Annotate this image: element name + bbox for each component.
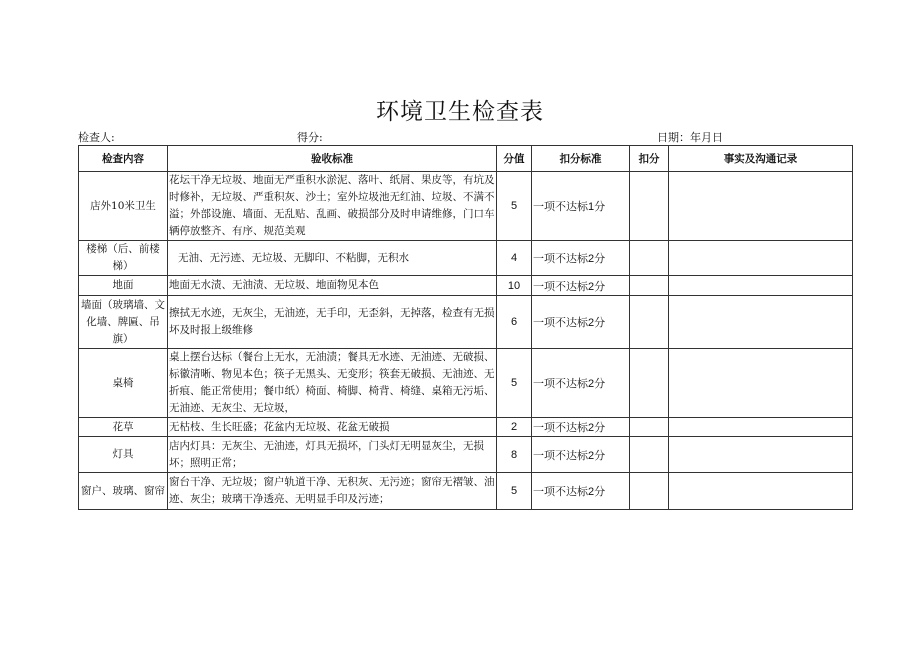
rule-cell: 一项不达标2分 — [532, 276, 630, 296]
deduct-cell[interactable] — [630, 437, 669, 473]
rule-cell: 一项不达标2分 — [532, 437, 630, 473]
standard-cell: 花坛干净无垃圾、地面无严重积水淤泥、落叶、纸屑、果皮等，有坑及时修补，无垃圾、严重积灰、沙土；室外垃圾池无红油、垃圾、不满不溢；外部设施、墙面、无乱贴、乱画、破损部分及时申请维修，门口车辆停放整齐、有序、规范美观 — [168, 172, 497, 241]
standard-cell: 擦拭无水迹，无灰尘，无油迹，无手印，无歪斜，无掉落，检查有无损坏及时报上级维修 — [168, 296, 497, 349]
rule-cell: 一项不达标2分 — [532, 296, 630, 349]
inspection-table — [78, 145, 853, 510]
table-row — [79, 349, 853, 418]
score-cell: 2 — [497, 418, 532, 437]
area-cell: 墙面（玻璃墙、文化墙、牌匾、吊旗） — [79, 296, 168, 349]
header-notes: 事实及沟通记录 — [669, 146, 853, 172]
rule-cell: 一项不达标2分 — [532, 349, 630, 418]
header-area: 检查内容 — [79, 146, 168, 172]
score-cell: 4 — [497, 241, 532, 276]
score-cell: 8 — [497, 437, 532, 473]
notes-cell[interactable] — [669, 473, 853, 510]
score-cell: 5 — [497, 172, 532, 241]
score-cell: 5 — [497, 473, 532, 510]
table-row — [79, 296, 853, 349]
area-cell: 楼梯（后、前楼梯） — [79, 241, 168, 276]
header-deduct: 扣分 — [630, 146, 669, 172]
inspector-label: 检查人: — [78, 131, 115, 144]
area-cell: 花草 — [79, 418, 168, 437]
deduct-cell[interactable] — [630, 418, 669, 437]
header-rule: 扣分标准 — [532, 146, 630, 172]
standard-cell: 窗台干净、无垃圾；窗户轨道干净、无积灰、无污迹；窗帘无褶皱、油迹、灰尘；玻璃干净透亮、无明显手印及污迹； — [168, 473, 497, 510]
rule-cell: 一项不达标2分 — [532, 473, 630, 510]
standard-cell: 无油、无污迹、无垃圾、无脚印、不粘脚，无积水 — [168, 241, 497, 276]
score-cell: 10 — [497, 276, 532, 296]
notes-cell[interactable] — [669, 418, 853, 437]
table-row — [79, 172, 853, 241]
table-row — [79, 437, 853, 473]
deduct-cell[interactable] — [630, 241, 669, 276]
notes-cell[interactable] — [669, 296, 853, 349]
table-row — [79, 473, 853, 510]
header-score: 分值 — [497, 146, 532, 172]
deduct-cell[interactable] — [630, 349, 669, 418]
date-label: 日期：年月日 — [657, 131, 723, 144]
standard-cell: 无枯枝、生长旺盛；花盆内无垃圾、花盆无破损 — [168, 418, 497, 437]
standard-cell: 地面无水渍、无油渍、无垃圾、地面物见本色 — [168, 276, 497, 296]
area-cell: 店外10米卫生 — [79, 172, 168, 241]
area-cell: 灯具 — [79, 437, 168, 473]
deduct-cell[interactable] — [630, 172, 669, 241]
notes-cell[interactable] — [669, 276, 853, 296]
area-cell: 桌椅 — [79, 349, 168, 418]
notes-cell[interactable] — [669, 437, 853, 473]
table-row — [79, 241, 853, 276]
standard-cell: 桌上摆台达标（餐台上无水，无油渍；餐具无水迹、无油迹、无破损、标徽清晰、物见本色；筷子无黑头、无变形；筷套无破损、无油迹、无折痕、能正常使用；餐巾纸）椅面、椅脚、椅背、椅缝、桌箱无污垢、无油迹、无灰尘、无垃圾， — [168, 349, 497, 418]
score-cell: 5 — [497, 349, 532, 418]
deduct-cell[interactable] — [630, 473, 669, 510]
deduct-cell[interactable] — [630, 276, 669, 296]
table-row — [79, 276, 853, 296]
rule-cell: 一项不达标1分 — [532, 172, 630, 241]
rule-cell: 一项不达标2分 — [532, 418, 630, 437]
header-standard: 验收标准 — [168, 146, 497, 172]
standard-cell: 店内灯具：无灰尘、无油迹，灯具无损坏，门头灯无明显灰尘，无损坏；照明正常； — [168, 437, 497, 473]
rule-cell: 一项不达标2分 — [532, 241, 630, 276]
notes-cell[interactable] — [669, 172, 853, 241]
deduct-cell[interactable] — [630, 296, 669, 349]
table-header-row — [79, 146, 853, 172]
notes-cell[interactable] — [669, 349, 853, 418]
score-cell: 6 — [497, 296, 532, 349]
area-cell: 地面 — [79, 276, 168, 296]
table-row — [79, 418, 853, 437]
area-cell: 窗户、玻璃、窗帘 — [79, 473, 168, 510]
notes-cell[interactable] — [669, 241, 853, 276]
score-label: 得分: — [297, 131, 323, 144]
page-title: 环境卫生检查表 — [376, 99, 544, 125]
